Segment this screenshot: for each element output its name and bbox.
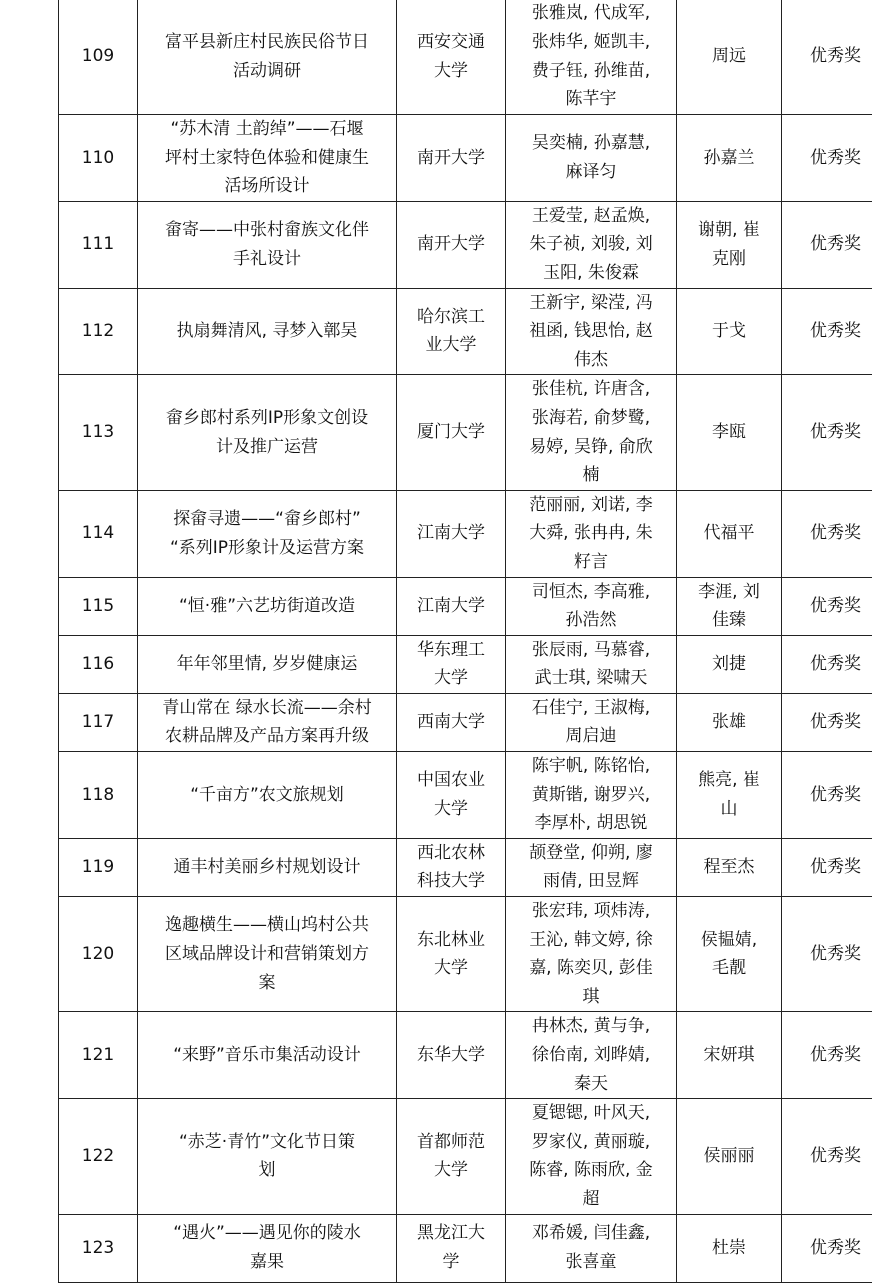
cell-project-title-line: 富平县新庄村民族民俗节日 [144,28,390,57]
cell-project-title-line: 青山常在 绿水长流——余村 [144,694,390,723]
cell-award: 优秀奖 [782,693,872,751]
cell-project-title [138,693,397,751]
cell-team-members-line: 黄斯锴, 谢罗兴, [512,781,670,810]
cell-award: 优秀奖 [782,635,872,693]
cell-team-members [506,577,677,635]
cell-team-members-line: 孙浩然 [512,606,670,635]
cell-advisor [677,201,782,288]
cell-team-members [506,1214,677,1282]
cell-advisor [677,752,782,839]
cell-number: 123 [59,1214,138,1282]
cell-project-title-line: 计及推广运营 [144,433,390,462]
cell-award: 优秀奖 [782,288,872,375]
cell-team-members-line: 石佳宁, 王淑梅, [512,694,670,723]
cell-project-title [138,201,397,288]
cell-project-title [138,288,397,375]
table-row [59,693,872,751]
cell-advisor-line: 山 [683,795,775,824]
cell-project-title [138,752,397,839]
cell-team-members-line: 陈宇帆, 陈铭怡, [512,752,670,781]
cell-team-members-line: 大舜, 张冉冉, 朱 [512,519,670,548]
table-row [59,1214,872,1282]
cell-school [397,897,506,1012]
cell-team-members-line: 陈芊宇 [512,85,670,114]
cell-school-line: 东华大学 [403,1041,499,1070]
cell-team-members [506,115,677,202]
cell-school-line: 南开大学 [403,144,499,173]
cell-school [397,1012,506,1099]
cell-team-members-line: 祖函, 钱思怡, 赵 [512,317,670,346]
cell-advisor-line: 刘捷 [683,650,775,679]
cell-award: 优秀奖 [782,1012,872,1099]
cell-team-members-line: 冉林杰, 黄与争, [512,1012,670,1041]
cell-advisor-line: 张雄 [683,708,775,737]
cell-school [397,752,506,839]
cell-advisor-line: 毛靓 [683,954,775,983]
cell-advisor-line: 熊亮, 崔 [683,766,775,795]
cell-number: 113 [59,375,138,490]
cell-project-title-line: “来野”音乐市集活动设计 [144,1041,390,1070]
cell-school-line: 大学 [403,57,499,86]
table-row [59,0,872,115]
cell-project-title-line: 畲乡郎村系列IP形象文创设 [144,404,390,433]
cell-team-members [506,201,677,288]
table-row [59,375,872,490]
cell-advisor [677,1214,782,1282]
cell-project-title-line: 活场所设计 [144,172,390,201]
cell-advisor [677,577,782,635]
cell-team-members-line: 嘉, 陈奕贝, 彭佳 [512,954,670,983]
cell-advisor-line: 于戈 [683,317,775,346]
cell-project-title-line: “系列IP形象计及运营方案 [144,534,390,563]
cell-advisor-line: 侯丽丽 [683,1142,775,1171]
cell-school-line: 黑龙江大 [403,1219,499,1248]
cell-team-members-line: 司恒杰, 李高雅, [512,578,670,607]
cell-team-members-line: 张雅岚, 代成军, [512,0,670,28]
cell-team-members [506,752,677,839]
awards-table [58,0,872,1283]
cell-award: 优秀奖 [782,0,872,115]
cell-team-members-line: 秦天 [512,1070,670,1099]
cell-team-members [506,897,677,1012]
cell-school [397,375,506,490]
cell-school-line: 东北林业 [403,926,499,955]
cell-project-title [138,1012,397,1099]
cell-award: 优秀奖 [782,201,872,288]
cell-number: 109 [59,0,138,115]
cell-project-title-line: 农耕品牌及产品方案再升级 [144,722,390,751]
cell-advisor-line: 李瓯 [683,418,775,447]
cell-team-members-line: 武士琪, 梁啸天 [512,664,670,693]
cell-team-members-line: 张辰雨, 马慕睿, [512,636,670,665]
table-row [59,838,872,896]
cell-advisor-line: 杜崇 [683,1234,775,1263]
cell-school-line: 南开大学 [403,230,499,259]
cell-number: 120 [59,897,138,1012]
cell-award: 优秀奖 [782,115,872,202]
cell-team-members-line: 易婷, 吴铮, 俞欣 [512,433,670,462]
table-row [59,115,872,202]
cell-number: 115 [59,577,138,635]
cell-team-members-line: 麻译匀 [512,158,670,187]
cell-school [397,0,506,115]
cell-school-line: 江南大学 [403,519,499,548]
cell-school [397,490,506,577]
cell-team-members-line: 王爱莹, 赵孟焕, [512,202,670,231]
cell-award: 优秀奖 [782,897,872,1012]
cell-school-line: 中国农业 [403,766,499,795]
cell-project-title-line: 年年邻里情, 岁岁健康运 [144,650,390,679]
cell-school [397,693,506,751]
cell-team-members-line: 琪 [512,983,670,1012]
cell-project-title-line: “遇火”——遇见你的陵水 [144,1219,390,1248]
cell-advisor-line: 侯韫婧, [683,926,775,955]
cell-school [397,635,506,693]
cell-project-title-line: 区域品牌设计和营销策划方 [144,940,390,969]
cell-number: 114 [59,490,138,577]
table-row [59,288,872,375]
cell-project-title-line: “千亩方”农文旅规划 [144,781,390,810]
cell-team-members-line: 夏锶锶, 叶风天, [512,1099,670,1128]
cell-school [397,838,506,896]
cell-school-line: 大学 [403,954,499,983]
cell-team-members [506,1012,677,1099]
cell-team-members [506,490,677,577]
cell-team-members-line: 罗家仪, 黄丽璇, [512,1128,670,1157]
cell-advisor [677,1099,782,1214]
cell-advisor-line: 李涯, 刘 [683,578,775,607]
cell-project-title-line: 逸趣横生——横山坞村公共 [144,911,390,940]
cell-school [397,577,506,635]
cell-team-members [506,288,677,375]
cell-advisor [677,115,782,202]
cell-project-title-line: “苏木清 土韵绰”——石堰 [144,115,390,144]
cell-school-line: 厦门大学 [403,418,499,447]
cell-project-title-line: 案 [144,969,390,998]
cell-team-members-line: 张喜童 [512,1248,670,1277]
cell-team-members [506,375,677,490]
cell-project-title-line: 活动调研 [144,57,390,86]
cell-project-title-line: 手礼设计 [144,245,390,274]
cell-award: 优秀奖 [782,375,872,490]
cell-team-members-line: 超 [512,1185,670,1214]
table-row [59,577,872,635]
cell-advisor [677,838,782,896]
cell-school-line: 大学 [403,795,499,824]
cell-advisor [677,1012,782,1099]
cell-advisor-line: 代福平 [683,519,775,548]
cell-team-members-line: 张炜华, 姬凯丰, [512,28,670,57]
cell-team-members-line: 籽言 [512,548,670,577]
cell-project-title [138,490,397,577]
cell-team-members-line: 玉阳, 朱俊霖 [512,259,670,288]
table-body [59,0,872,1282]
cell-advisor [677,693,782,751]
cell-school [397,1099,506,1214]
cell-team-members-line: 王沁, 韩文婷, 徐 [512,926,670,955]
cell-project-title [138,897,397,1012]
cell-project-title [138,1214,397,1282]
cell-project-title [138,635,397,693]
table-row [59,1099,872,1214]
cell-award: 优秀奖 [782,577,872,635]
cell-number: 119 [59,838,138,896]
cell-team-members-line: 颉登堂, 仰朔, 廖 [512,839,670,868]
cell-project-title [138,838,397,896]
cell-number: 117 [59,693,138,751]
cell-number: 112 [59,288,138,375]
cell-school-line: 首都师范 [403,1128,499,1157]
cell-team-members-line: 王新宇, 梁滢, 冯 [512,289,670,318]
cell-advisor-line: 克刚 [683,245,775,274]
cell-project-title-line: 坪村土家特色体验和健康生 [144,144,390,173]
cell-award: 优秀奖 [782,490,872,577]
cell-advisor [677,635,782,693]
cell-advisor-line: 佳臻 [683,606,775,635]
cell-number: 122 [59,1099,138,1214]
cell-team-members [506,1099,677,1214]
cell-project-title [138,375,397,490]
cell-number: 121 [59,1012,138,1099]
cell-team-members-line: 邓希媛, 闫佳鑫, [512,1219,670,1248]
cell-award: 优秀奖 [782,1099,872,1214]
cell-team-members-line: 张佳杭, 许唐含, [512,375,670,404]
cell-school-line: 华东理工 [403,636,499,665]
cell-team-members-line: 范丽丽, 刘诺, 李 [512,491,670,520]
cell-school [397,288,506,375]
cell-team-members-line: 费子钰, 孙维苗, [512,57,670,86]
cell-school-line: 大学 [403,1156,499,1185]
cell-school [397,115,506,202]
cell-project-title-line: 畲寄——中张村畲族文化伴 [144,216,390,245]
cell-project-title [138,115,397,202]
cell-project-title-line: 嘉果 [144,1248,390,1277]
cell-team-members-line: 徐佁南, 刘晔婧, [512,1041,670,1070]
table-row [59,897,872,1012]
cell-school-line: 科技大学 [403,867,499,896]
cell-school-line: 大学 [403,664,499,693]
cell-advisor [677,288,782,375]
cell-advisor [677,375,782,490]
cell-advisor-line: 程至杰 [683,853,775,882]
cell-advisor-line: 宋妍琪 [683,1041,775,1070]
cell-team-members [506,693,677,751]
cell-school [397,1214,506,1282]
cell-team-members-line: 张宏玮, 项炜涛, [512,897,670,926]
cell-school-line: 西安交通 [403,28,499,57]
cell-school-line: 学 [403,1248,499,1277]
cell-school-line: 江南大学 [403,592,499,621]
cell-team-members-line: 雨倩, 田昱辉 [512,867,670,896]
cell-number: 118 [59,752,138,839]
cell-advisor [677,490,782,577]
cell-team-members-line: 陈睿, 陈雨欣, 金 [512,1156,670,1185]
cell-school-line: 业大学 [403,331,499,360]
cell-project-title-line: 执扇舞清风, 寻梦入鄣吴 [144,317,390,346]
cell-team-members [506,838,677,896]
cell-advisor [677,897,782,1012]
cell-number: 111 [59,201,138,288]
cell-team-members-line: 楠 [512,461,670,490]
cell-team-members-line: 伟杰 [512,346,670,375]
cell-award: 优秀奖 [782,1214,872,1282]
cell-project-title [138,1099,397,1214]
cell-project-title-line: “恒·雅”六艺坊街道改造 [144,592,390,621]
cell-team-members-line: 李厚朴, 胡思锐 [512,809,670,838]
cell-project-title [138,0,397,115]
cell-advisor-line: 周远 [683,42,775,71]
cell-advisor [677,0,782,115]
table-row [59,201,872,288]
table-row [59,752,872,839]
cell-team-members-line: 张海若, 俞梦鹭, [512,404,670,433]
cell-school-line: 西南大学 [403,708,499,737]
cell-award: 优秀奖 [782,838,872,896]
table-row [59,635,872,693]
cell-project-title [138,577,397,635]
cell-advisor-line: 孙嘉兰 [683,144,775,173]
cell-project-title-line: 探畲寻遗——“畲乡郎村” [144,505,390,534]
cell-advisor-line: 谢朝, 崔 [683,216,775,245]
cell-team-members [506,635,677,693]
cell-award: 优秀奖 [782,752,872,839]
cell-project-title-line: “赤芝·青竹”文化节日策 [144,1128,390,1157]
table-row [59,1012,872,1099]
cell-team-members-line: 吴奕楠, 孙嘉慧, [512,129,670,158]
cell-number: 110 [59,115,138,202]
cell-team-members-line: 朱子祯, 刘骏, 刘 [512,230,670,259]
cell-team-members-line: 周启迪 [512,722,670,751]
cell-team-members [506,0,677,115]
cell-school-line: 哈尔滨工 [403,303,499,332]
cell-project-title-line: 通丰村美丽乡村规划设计 [144,853,390,882]
cell-school-line: 西北农林 [403,839,499,868]
cell-number: 116 [59,635,138,693]
cell-school [397,201,506,288]
table-row [59,490,872,577]
cell-project-title-line: 划 [144,1156,390,1185]
